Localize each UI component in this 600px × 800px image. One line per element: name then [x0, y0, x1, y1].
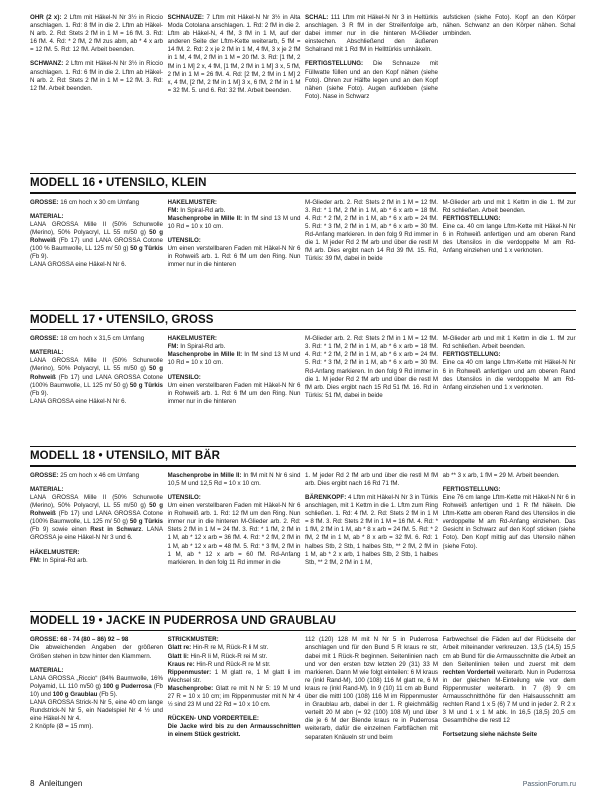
material-amount: 50 g Türkis [129, 518, 163, 526]
page-number: 8 [30, 779, 35, 788]
stitch-heading: Glatt re: [167, 644, 192, 652]
material-heading: MATERIAL: [30, 212, 64, 220]
size-heading: GRÖSSE: [30, 198, 59, 206]
column-4 [443, 335, 576, 435]
pattern-paragraph [168, 199, 301, 231]
back-front-paragraph [168, 715, 301, 739]
continuation-section [30, 14, 576, 162]
instructions-text: M-Glieder arb und mit 1 Kettm in die 1. fM zur Rd schließen. Arbeit beenden. [442, 198, 576, 214]
instructions-text: weiterarb. Nun in Puderrosa in der gleichen M-Einteilung wie vor dem Rippenmuster weiterarb. In 7 (8) 9 cm Armausschnitthöhe für den Halsausschnitt am rechten Rand 1 x 5 (6) 7 M und in jeder 2. R 2 x 3 M und 1 x 1 M abk. In 16,5 (18,5) 20,5 cm Gesamthöhe die restl 12 [442, 668, 576, 725]
finishing-heading: FERTIGSTELLUNG: [305, 60, 364, 68]
material-amount: 50 g Rohweiß [30, 228, 163, 244]
material-text: (Fb 9). [30, 389, 49, 397]
material-amount: 100 g Puderrosa [102, 682, 152, 690]
material-heading: MATERIAL: [30, 485, 64, 493]
material-text: (Fb 17) und LANA GROSSA Cotone (100% Baumwolle, LL 125 m/ 50 g) [30, 510, 163, 526]
stitch-text: Hin-R re M, Rück-R li M str. [191, 644, 269, 652]
paragraph-snout [168, 14, 301, 95]
finishing-heading: FERTIGSTELLUNG: [442, 485, 501, 493]
ear-text: 2 Lftm mit Häkel-N Nr 3½ in Riccio anschlagen. 1. Rd: 8 fM in die 2. Lftm ab Häkel-N arb. 2. Rd: Stets 2 fM in 1 M = 16 fM. 3. Rd: 16 fM. 4. Rd: * 2 fM, 2 fM zus abm, ab * 4 x arb = 12 fM. 5. Rd: 12 fM. Arbeit beenden. [30, 14, 163, 54]
pattern-paragraph [30, 549, 163, 565]
stitch-heading: FM: [167, 343, 179, 351]
instructions-text: M-Glieder arb und mit 1 Kettm in die 1. fM zur Rd schließen. Arbeit beenden. [442, 335, 576, 351]
gauge-heading: Maschenprobe: [167, 684, 214, 692]
column-2 [168, 636, 301, 774]
size-note: Die abweichenden Angaben der größeren Größen stehen in bzw hinter den Klammern. [30, 644, 163, 660]
column-4 [443, 636, 576, 774]
material-paragraph [30, 667, 163, 732]
stitch-heading: FM: [30, 556, 41, 564]
finishing-text: Eine 76 cm lange Lftm-Kette mit Häkel-N Nr 6 in Rohweiß anfertigen und 1 R fM häkeln. Die Lftm-Kette am oberen Rand des Utensilos in die verdoppelte M am Rd-Anfang einziehen. Das Gesicht in Schwarz auf den Kopf sticken (siehe Foto). Den Kopf mittig auf das Utensilo nähen (siehe Foto). [442, 493, 576, 550]
material-text: (Fb 10) und [30, 682, 163, 698]
bear-head-heading: BÄRENKOPF: [305, 493, 347, 501]
knit-pattern-paragraph [168, 636, 301, 709]
size-paragraph [30, 335, 163, 343]
material-amount: Rest in Schwarz [90, 526, 142, 534]
stitch-heading: Rippenmuster: [167, 668, 212, 676]
utensil-paragraph [168, 237, 301, 269]
ear-heading: OHR (2 x): [30, 14, 62, 21]
finishing-text: Die Schnauze mit Füllwatte füllen und an den Kopf nähen (siehe Foto). Ohren zur Hälfte legen und an den Kopf nähen (siehe Foto). Augen aufkleben (siehe Foto). Nase in Schwarz [305, 60, 438, 100]
utensil-heading: UTENSILO: [167, 493, 201, 501]
column-2 [168, 472, 301, 600]
stitch-text: Hin-R li M, Rück-R rei M str. [188, 652, 268, 660]
instructions-text: M-Glieder arb. 2. Rd: Stets 2 fM in 1 M = 12 fM. 3. Rd: * 1 fM, 2 fM in 1 M, ab * 6 x arb = 18 fM. 4. Rd: * 2 fM, 2 fM in 1 M, ab * 6 x arb = 24 fM. 5. Rd: * 3 fM, 2 fM in 1 M, ab * 6 x arb = 30 fM. Rd-Anfang markieren. In den folg 9 Rd immer in die 1. M jeder Rd 2 fM arb und über die restl M fM arb. Dies ergibt nach 15 Rd 51 fM. 16. Rd in Türkis: 51 fM, dabei in beide [305, 335, 438, 399]
modell-17-section [30, 330, 576, 435]
material-heading: MATERIAL: [30, 349, 64, 357]
material-text: (Fb 17) und LANA GROSSA Cotone (100% Baumwolle, LL 125 m/ 50 g) [30, 373, 163, 389]
material-text: LANA GROSSA „Riccio“ (84% Baumwolle, 16% Polyamid, LL 110 m/50 g) [30, 674, 163, 690]
instructions-text: ab ** 3 x arb, 1 fM = 29 M. Arbeit beenden. [442, 471, 560, 479]
paragraph-finishing-cont [443, 14, 576, 38]
column-2 [168, 199, 301, 299]
column-1 [30, 636, 163, 774]
gauge-text: In fM sind 13 M und 10 Rd = 10 x 10 cm. [167, 214, 301, 230]
snout-heading: SCHNAUZE: [167, 14, 204, 21]
scarf-text: 111 Lftm mit Häkel-N Nr 3 in Heltürkis anschlagen. 3 R fM in der Streifenfolge arb, dabei immer nur in die hinteren M-Glieder einstechen. Abschließend den äußeren Schalrand mit 1 Rd fM in Hellttürkis umhäkeln. [305, 14, 438, 54]
material-amount: 50 g Rohweiß [30, 365, 163, 381]
size-text: 25 cm hoch x 46 cm Umfang [58, 471, 140, 479]
section-title-modell-16: MODELL 16 • UTENSILO, KLEIN [30, 177, 207, 190]
pattern-heading: HÄKELMUSTER: [167, 335, 217, 343]
column-3 [305, 14, 438, 162]
size-heading: GRÖSSE: [30, 471, 59, 479]
back-front-heading: RÜCKEN- UND VORDERTEILE: [167, 715, 259, 723]
finishing-heading: FERTIGSTELLUNG: [442, 351, 501, 359]
column-2 [168, 335, 301, 435]
pattern-heading: HÄKELMUSTER: [167, 198, 217, 206]
material-paragraph [30, 213, 163, 270]
buttons-text: 2 Knöpfe (Ø = 15 mm). [30, 723, 94, 731]
pattern-heading: HÄKELMUSTER: [30, 548, 80, 556]
utensil-paragraph [168, 374, 301, 406]
column-1 [30, 199, 163, 299]
material-amount: 50 g Türkis [129, 381, 163, 389]
material-text: (Fb 9). [30, 253, 49, 261]
stitch-text: In Spiral-Rd arb. [178, 343, 226, 351]
column-4 [443, 199, 576, 299]
stitch-text: In Spiral-Rd arb. [178, 206, 226, 214]
finishing-text: Eine ca 40 cm lange Lftm-Kette mit Häkel-N Nr 6 in Rohweiß anfertigen und am oberen Rand des Utensilos in die verdoppelte M am Rd-Anfang einziehen und 1 x verknoten. [442, 359, 576, 391]
column-1 [30, 14, 163, 162]
snout-text: 7 Lftm mit Häkel-N Nr 3½ in Alta Moda Cotolana anschlagen. 1. Rd: 2 fM in die 2. Lftm ab Häkel-N, 4 fM, 3 fM in 1 M, auf der anderen Seite der Lftm-Kette weiterarb, 5 fM = 14 fM. 2. Rd: 2 x je 2 fM in 1 M, 4 fM, 3 x je 2 fM in 1 M, 4 fM, 2 fM in 1 M = 20 fM. 3. Rd: [1 fM, 2 fM in 1 M] 2 x, 4 fM, [1 fM, 2 fM in 1 M] 3 x, 5 fM, 2 fM in 1 M = 26 fM. 4. Rd: [2 fM, 2 fM in 1 M] 2 x, 4 fM, [2 fM, 2 fM in 1 M] 3 x, 6 fM, 2 fM in 1 M = 32 fM. 5. und 6. Rd: 32 fM. Arbeit beenden. [167, 14, 301, 94]
right-front-label: rechten Vorderteil [442, 668, 496, 676]
material-amount: 50 g Rohweiß [30, 502, 163, 518]
utensil-text: Um einen verstellbaren Faden mit Häkel-N Nr 6 in Rohweiß arb. 1. Rd: 12 fM um den Ring. Nun immer nur in die hinteren M-Glieder arb. 2. Rd: Stets 2 fM in 1 M = 24 fM. 3. Rd: * 1 fM, 2 fM in 1 M, ab * 12 x arb = 36 fM. 4. Rd: * 2 fM, 2 fM in 1 M, ab * 12 x arb = 48 fM. 5. Rd: * 3 fM, 2 fM in 1 M, ab * 12 x arb = 60 fM. Rd-Anfang markieren. In den folg 11 Rd immer in die [167, 502, 301, 566]
modell-16-section [30, 194, 576, 299]
material-amount: 100 g Graublau [52, 690, 98, 698]
finishing-heading: FERTIGSTELLUNG: [442, 214, 501, 222]
size-text: 18 cm hoch x 31,5 cm Umfang [58, 335, 145, 343]
paragraph-scarf [305, 14, 438, 54]
stitch-text: 1 M glatt re, 1 M glatt li im Wechsel str. [167, 668, 301, 684]
continued-note: Fortsetzung siehe nächste Seite [442, 731, 538, 739]
material-text: LANA GROSSA Mille II (50% Schurwolle (Merino), 50% Polyacryl, LL 55 m/50 g) [30, 220, 163, 236]
section-title-modell-19: MODELL 19 • JACKE IN PUDERROSA UND GRAUBLAU [30, 615, 337, 628]
finishing-text: Eine ca. 40 cm lange Lftm-Kette mit Häkel-N Nr 6 in Rohweiß anfertigen und am oberen Rand des Utensilos in die verdoppelte M am Rd-Anfang einziehen und 1 x verknoten. [442, 222, 576, 255]
size-heading: GRÖSSE: [30, 636, 59, 644]
paragraph-ear [30, 14, 163, 54]
utensil-text: Um einen verstellbaren Faden mit Häkel-N Nr 6 in Rohweiß arb. 1. Rd: 6 fM um den Ring. Nun immer nur in die hinteren [167, 245, 301, 269]
stitch-heading: FM: [167, 206, 179, 214]
needles-text: LANA GROSSA Strick-N Nr 5, eine 40 cm lange Rundstrick-N Nr 5, ein Nadelspiel Nr 4 ½ und eine Häkel-N Nr 4. [30, 699, 163, 723]
column-3 [305, 335, 438, 435]
hook-text: LANA GROSSA eine Häkel-N Nr 6. [30, 261, 127, 269]
size-paragraph [30, 472, 163, 480]
page-footer [30, 779, 82, 789]
page-body [30, 14, 576, 774]
stitch-text: Hin-R und Rück-R re M str. [194, 660, 271, 668]
material-text: . LANA GROSSA je eine Häkel-N Nr 3 und 6. [30, 526, 163, 542]
bear-head-text: 4 Lftm mit Häkel-N Nr 3 in Türkis anschlagen, mit 1 Kettm in die 1. Lftm zum Ring schließen. 1. Rd: 4 fM. 2. Rd: Stets 2 fM in 1 M = 8 fM. 3. Rd: Stets 2 fM in 1 M = 16 fM. 4. Rd: * 1 fM, 2 fM in 1 M, ab * 8 x arb = 24 fM. 5. Rd: * 2 fM, 2 fM in 1 M, ab * 8 x arb = 32 fM. 6. Rd: 1 halbes Stb, 2 Stb, 1 halbes Stb, ** 2 fM, 2 fM in 1 M, ab * 2 x arb, 1 halbes Stb, 2 Stb, 1 halbes Stb, ** 2 fM, 2 fM in 1 M, [305, 493, 438, 566]
size-text: 68 - 74 (80 – 86) 92 – 98 [58, 636, 129, 644]
material-text: (Fb 9) sowie einen [30, 526, 91, 534]
stitch-heading: Glatt li: [167, 652, 189, 660]
section-title-modell-17: MODELL 17 • UTENSILO, GROSS [30, 313, 214, 326]
paragraph-tail [30, 60, 163, 92]
pattern-paragraph [168, 335, 301, 367]
gauge-heading: Maschenprobe in Mille II: [167, 214, 243, 222]
instructions-paragraph [443, 636, 576, 725]
gauge-heading: Maschenprobe in Mille II: [167, 471, 242, 479]
knit-pattern-heading: STRICKMUSTER: [167, 636, 219, 644]
size-heading: GRÖSSE: [30, 335, 59, 343]
gauge-heading: Maschenprobe in Mille II: [167, 351, 243, 359]
gauge-text: Glatt re mit N Nr 5: 19 M und 27 R = 10 x 10 cm; im Rippenmuster mit N Nr 4 ½ sind 23 M und 22 Rd = 10 x 10 cm. [167, 684, 301, 709]
utensil-paragraph [168, 494, 301, 567]
utensil-heading: UTENSILO: [167, 373, 201, 381]
tail-text: 2 Lftm mit Häkel-N Nr 3½ in Riccio anschlagen. 1. Rd: 6 fM in die 2. Lftm ab Häkel-N arb. 2. Rd: Stets 2 fM in 1 M = 12 fM. 3. Rd: 12 fM. Arbeit beenden. [30, 60, 163, 92]
instructions-text: 112 (120) 128 M mit N Nr 5 in Puderrosa anschlagen und für den Bund 5 R kraus re str, dabei mit 1 Rück-R beginnen. Seitenlinien nach und vor den ersten bzw letzten 29 (31) 33 M markieren. Dann M wie folgt einteilen: 6 M kraus re (inkl Rand-M), 100 (108) 116 M glatt re, 6 M kraus re (inkl Rand-M). In 9 (10) 11 cm ab Bund über die mittl 100 (108) 116 M im Rippenmuster in Graublau arb, dabei in der 1. R gleichmäßig verteilt 20 M abn (= 92 (100) 108 M) und über die je 6 M der Blende kraus re in Puderrosa weiterarb, dafür die einzelnen Farbflächen mit separaten Knäueln str und beim [305, 636, 438, 741]
stitch-text: In Spiral-Rd arb. [41, 556, 88, 564]
bear-head-paragraph [305, 494, 438, 567]
paragraph-finishing [305, 60, 438, 100]
modell-18-section [30, 467, 576, 600]
instructions-text: M-Glieder arb. 2. Rd: Stets 2 fM in 1 M = 12 fM. 3. Rd: * 1 fM, 2 fM in 1 M, ab * 6 x arb = 18 fM. 4. Rd: * 2 fM, 2 fM in 1 M, ab * 6 x arb = 24 fM. 5. Rd: * 3 fM, 2 fM in 1 M, ab * 6 x arb = 30 fM. Rd-Anfang markieren. In den folg 9 Rd immer in die 1. M jeder Rd 2 fM arb und über die restl M fM arb. Dies ergibt nach 14 Rd 39 fM. 15. Rd, Türkis: 39 fM, dabei in beide [305, 198, 438, 263]
tail-heading: SCHWANZ: [30, 60, 64, 68]
site-watermark: PassionForum.ru [522, 781, 576, 788]
column-3 [305, 199, 438, 299]
utensil-text: Um einen verstellbaren Faden mit Häkel-N Nr 6 in Rohweiß arb. 1. Rd: 6 fM um den Ring. Nun immer nur in die hinteren [167, 381, 301, 405]
size-paragraph [30, 199, 163, 207]
column-3 [305, 472, 438, 600]
material-text: LANA GROSSA Mille II (50% Schurwolle (Merino), 50% Polyacryl, LL 55 m/50 g) [30, 357, 163, 373]
gauge-text: In fM sind 13 M und 10 Rd = 10 x 10 cm. [167, 351, 301, 367]
scarf-heading: SCHAL: [305, 14, 329, 21]
back-front-note: Die Jacke wird bis zu den Armausschnitten in einem Stück gestrickt. [167, 723, 301, 739]
material-text: (Fb 5). [97, 690, 118, 698]
modell-19-section [30, 631, 576, 774]
column-1 [30, 472, 163, 600]
instructions-text: 1. M jeder Rd 2 fM arb und über die restl M fM arb. Dies ergibt nach 16 Rd 71 fM. [305, 471, 438, 487]
section-title-modell-18: MODELL 18 • UTENSILO, MIT BÄR [30, 450, 221, 463]
stitch-heading: Kraus re: [167, 660, 195, 668]
section-name: Anleitungen [39, 779, 83, 788]
size-text: 16 cm hoch x 30 cm Umfang [58, 198, 140, 206]
instructions-text: Farbwechsel die Fäden auf der Rückseite der Arbeit miteinander verkreuzen. 13,5 (14,5) 15,5 cm ab Bund für die Armausschnitte die Arbeit an den Seitenlinien teilen und zuerst mit dem [442, 636, 576, 668]
column-4 [443, 14, 576, 162]
utensil-heading: UTENSILO: [167, 236, 201, 244]
material-paragraph [30, 486, 163, 543]
gauge-text: In fM mit N Nr 6 sind 10,5 M und 12,5 Rd = 10 x 10 cm. [167, 471, 301, 487]
hook-text: LANA GROSSA eine Häkel-N Nr 6. [30, 397, 127, 405]
material-amount: 50 g Türkis [130, 245, 163, 253]
column-4 [443, 472, 576, 600]
material-text: (Fb 17) und LANA GROSSA Cotone (100 % Baumwolle, LL 125 m/ 50 g) [30, 236, 163, 253]
finishing-cont-text: aufsticken (siehe Foto). Kopf an den Körper nähen. Schwanz an den Körper nähen. Schal umbinden. [442, 14, 576, 38]
column-1 [30, 335, 163, 435]
column-2 [168, 14, 301, 162]
gauge-paragraph [168, 472, 301, 488]
material-heading: MATERIAL: [30, 666, 64, 674]
material-text: LANA GROSSA Mille II (50% Schurwolle (Merino), 50% Polyacryl, LL 55 m/50 g) [30, 493, 163, 510]
column-3 [305, 636, 438, 774]
material-paragraph [30, 349, 163, 406]
